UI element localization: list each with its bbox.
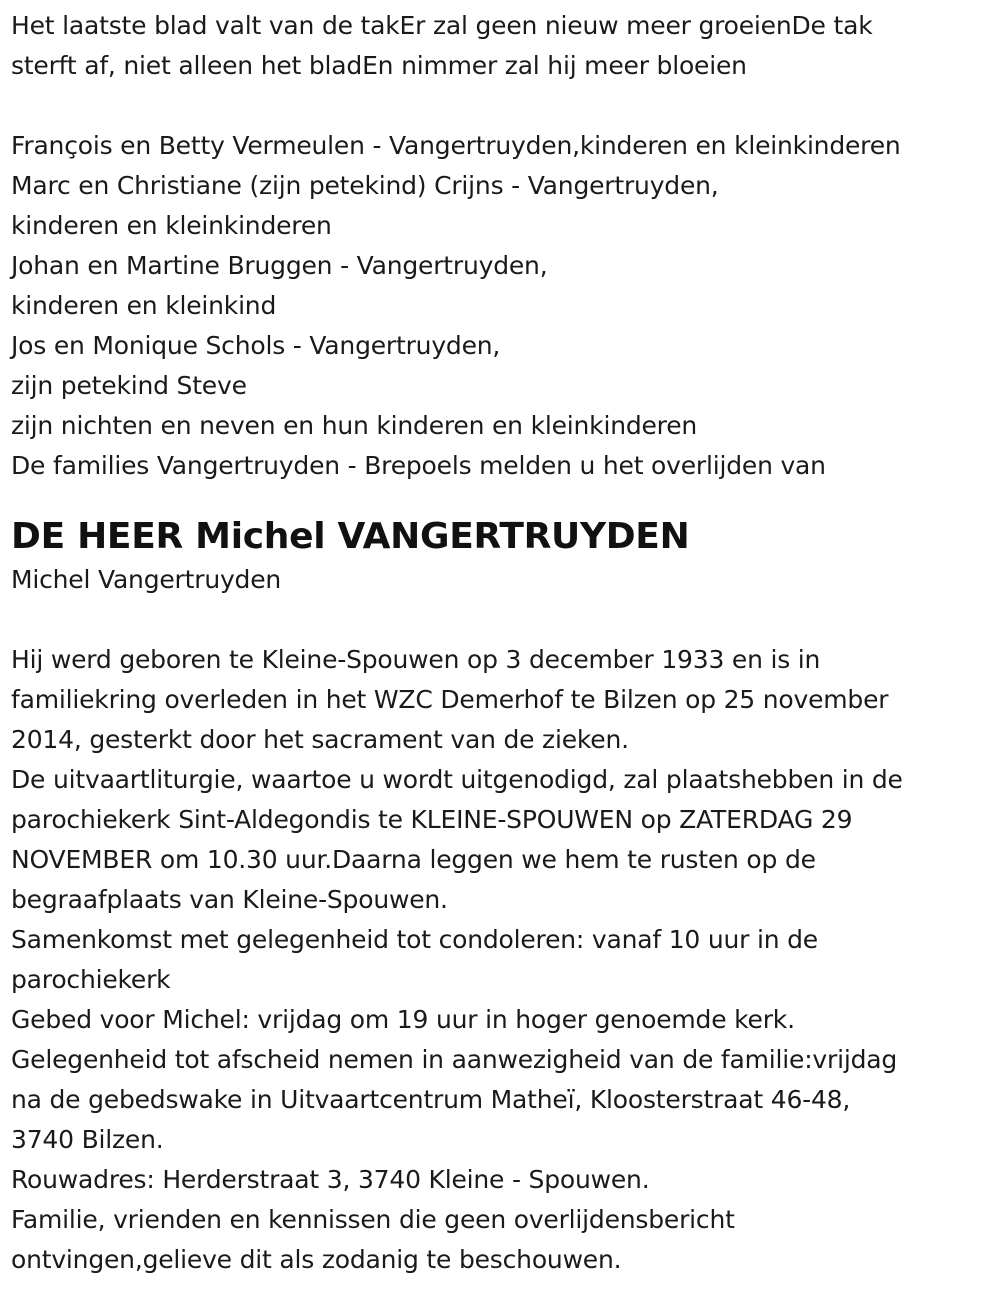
details-line: begraafplaats van Kleine-Spouwen. (11, 885, 448, 914)
family-line: zijn petekind Steve (11, 371, 247, 400)
details-line: parochiekerk Sint-Aldegondis te KLEINE-SPOUWEN op ZATERDAG 29 (11, 805, 853, 834)
details-line: parochiekerk (11, 965, 171, 994)
family-line: Johan en Martine Bruggen - Vangertruyden, (11, 251, 548, 280)
details-line: Hij werd geboren te Kleine-Spouwen op 3 december 1933 en is in (11, 645, 821, 674)
details-line: Samenkomst met gelegenheid tot condoleren: vanaf 10 uur in de (11, 925, 818, 954)
details-line: Rouwadres: Herderstraat 3, 3740 Kleine - Spouwen. (11, 1165, 650, 1194)
family-line: Marc en Christiane (zijn petekind) Crijns - Vangertruyden, (11, 171, 719, 200)
obituary-document (11, 0, 991, 1280)
family-line: zijn nichten en neven en hun kinderen en kleinkinderen (11, 411, 698, 440)
details-line: Gebed voor Michel: vrijdag om 19 uur in hoger genoemde kerk. (11, 1005, 795, 1034)
details-line: 3740 Bilzen. (11, 1125, 164, 1154)
spacer (11, 486, 991, 514)
family-line: Jos en Monique Schols - Vangertruyden, (11, 331, 501, 360)
details-line: NOVEMBER om 10.30 uur.Daarna leggen we hem te rusten op de (11, 845, 816, 874)
poem-line: Het laatste blad valt van de takEr zal geen nieuw meer groeienDe tak (11, 11, 873, 40)
family-line: kinderen en kleinkinderen (11, 211, 332, 240)
poem-line: sterft af, niet alleen het bladEn nimmer zal hij meer bloeien (11, 51, 747, 80)
family-line: kinderen en kleinkind (11, 291, 277, 320)
details-line: Familie, vrienden en kennissen die geen overlijdensbericht (11, 1205, 735, 1234)
details-line: De uitvaartliturgie, waartoe u wordt uitgenodigd, zal plaatshebben in de (11, 765, 903, 794)
spacer (11, 600, 991, 640)
family-line: De families Vangertruyden - Brepoels melden u het overlijden van (11, 451, 826, 480)
deceased-title: DE HEER Michel VANGERTRUYDEN (11, 516, 690, 557)
family-line: François en Betty Vermeulen - Vangertruyden,kinderen en kleinkinderen (11, 131, 901, 160)
deceased-section (11, 514, 991, 600)
details-section (11, 640, 991, 1280)
poem-section (11, 6, 991, 86)
spacer (11, 86, 991, 126)
details-line: Gelegenheid tot afscheid nemen in aanwezigheid van de familie:vrijdag (11, 1045, 898, 1074)
details-line: 2014, gesterkt door het sacrament van de zieken. (11, 725, 629, 754)
details-line: na de gebedswake in Uitvaartcentrum Matheï, Kloosterstraat 46-48, (11, 1085, 851, 1114)
deceased-name: Michel Vangertruyden (11, 565, 282, 594)
details-line: ontvingen,gelieve dit als zodanig te beschouwen. (11, 1245, 622, 1274)
family-section (11, 126, 991, 486)
details-line: familiekring overleden in het WZC Demerhof te Bilzen op 25 november (11, 685, 889, 714)
